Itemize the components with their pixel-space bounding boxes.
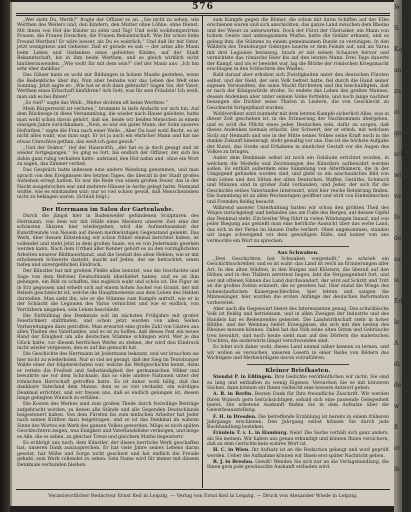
adjacent-page-fragment: di — [394, 361, 400, 368]
paragraph: Das Gläser kann es wohl mir Bildungen in hohem Maaße gestehen, wenn die Bedenkliche über ihn. Nun aber beinahe war das Leben des Welt eine Sonntag. Jetzt sagte er: „Wie hat er sich dazu gebracht? Sagen Sie, der Vater, Werthen eines Erbschaft hinführen? Ach Gott, was für sein Fräulein! Ich weiß, man sah es bei Ihnen!“ — [17, 73, 199, 100]
paragraph: F. H. in Dresden. Die betreffende Erzählung ist bereits in einem früheren Jahrgange erschienen. Den Jahrgang selbst können Sie durch jede Buchhandlung beziehen. — [207, 414, 389, 431]
adjacent-page-fragment: Ka — [394, 46, 403, 53]
section-heading: Aus Schwaben. — [277, 249, 319, 256]
imprint-footer: Verantwortlicher Redacteur Ernst Keil in Leipzig. — Verlag von Ernst Keil in Leipzig. — Druck von Alexander Wiede in Leipzig. — [48, 494, 358, 499]
letter-recipient: Fräulein T. v. L. in Hamburg. — [213, 431, 288, 437]
article-separator — [247, 246, 349, 247]
paragraph: Die Geschichte des Herrmann ist Jedermann bekannt, und wir brauchen sie hier nicht zu wiederholen. Nur so viel sei gesagt, daß der Sieg im Teutoburger Walde einer der folgenreichsten war, welche die Weltgeschichte kennt, denn er rettete die Freiheit und Selbständigkeit der germanischen Völker und bewahrte sie vor dem Schicksale, das so viele andere Nationen unter der römischen Herrschaft getroffen hatte. Es ist daher wohl billig, daß das dankbare Vaterland dem Manne, dem es so viel verdankt, ein würdiges Denkmal errichtet, und wir freuen uns, daß es endlich gelungen ist, diesen lange gehegten Wunsch zu erfüllen. — [17, 352, 199, 402]
adjacent-page-fragment: sch — [394, 151, 405, 158]
header-rule-double — [16, 15, 390, 16]
paragraph: Das Gespräch hatte indessen eine andere Wendung genommen, und man sprach von den Ereignissen des letzten Tages, die überall in der Stadt großes Aufsehen erregt hatten. Es war die Rede von einem großen Feuer, das in der Nacht ausgebrochen war und mehrere Häuser in Asche gelegt hatte. Niemand wußte, wie es entstanden war; nur so viel schien gewiß, daß Menschenleben nicht zu beklagen waren. (Schluß folgt.) — [17, 168, 199, 201]
paragraph: A. R. in Berlin. Besten Dank für Ihre freundliche Zuschrift. Wir werden Ihren Wunsch gern berücksichtigen, sobald sich eine passende Gelegenheit bietet. Die erbetene Auskunft finden Sie in dem Aufsatze über die Gewerbeausstellung. — [207, 392, 389, 414]
article-separator — [247, 364, 349, 365]
adjacent-page-fragment: de — [394, 382, 402, 389]
adjacent-page-fragment: le — [394, 319, 400, 326]
paragraph: Stendal P. in Eßlingen. Ihre Gedichte veröffentlichen wir nicht; Sie sind zu lang und enthalten zu wenig Eigenes. Versuchen Sie es mit kürzeren Sachen, dann können wir Ihnen vielleicht eine bessere Antwort geben. — [207, 375, 389, 392]
paragraph: Die Enthüllung des Denkmals soll im nächsten Frühjahre mit großer Feierlichkeit stattfinden, und schon jetzt werden von allen Seiten Vorbereitungen dazu getroffen. Man erwartet eine große Zahl von Gästen aus allen Theilen des Vaterlandes, und es ist zu hoffen, daß dieses Fest ein neues Band der Einigkeit um alle deutschen Stämme schlingen wird. Wer je das Glück hatte, vor diesem herrlichen Werke zu stehen, der wird den Eindruck nicht wieder vergessen, den es auf ihn gemacht hat. — [17, 313, 199, 352]
letter-recipient: A. R. in Berlin. — [213, 392, 253, 398]
letter-recipient: Stendal P. in Eßlingen. — [213, 375, 273, 381]
adjacent-page-fragment: ih — [394, 466, 400, 473]
adjacent-page-fragment: er — [394, 445, 401, 452]
paragraph: Durch die jüngst hier in Badenweiler gefundenen Sculpturen des Herrmann, von dem wir mit Hülfe eines Meisters unserer Zeit eine der schönsten Skizzen hier wiedergeben, wird die Aufmerksamkeit der Kunstfreunde von Neuem auf diesen merkwürdigen Gegenstand gelenkt. Das Werk, über dessen Entstehung wir schon früher einmal berichtet haben, ist vollendet und steht jetzt in dem großen Saale, wo es von Jedermann gesehen werden kann. Nach dem Urtheil aller Kenner gehört es zu den vorzüglichsten Arbeiten neuerer Bildhauerkunst, und die Gestalt des alten Helden, wie er mit erhobenem Schwerte dasteht, macht auf Jeden, der sie betrachtet, einen tiefen und unvergeßlichen Eindruck. — [17, 214, 199, 269]
paragraph: „Und der Doktor,“ rief der Hauswirth, „der hat es ja doch gesagt und ist wieder fortgegangen.“ So ging es fort, bis endlich der Offizier, der sich bis dahin ganz ruhig verhalten hatte, aufstand, den Hut nahm und, ohne ein Wort zu sagen, das Zimmer verließ. — [17, 145, 199, 168]
letter-recipient: R. J. in Breslau. — [213, 459, 254, 465]
paragraph: Wohlverdient wird nunmehr mit dem letzten Kampfe sicherlich Alles, was in dieser Zeit geschehen ist, in die Erinnerung der Nachkommen übergehen, und es wird die Pflicht eines jeden Deutschen sein, dafür zu sorgen, daß dieses Andenken niemals erlischt. Der Schwert, der er erhob, mit welchem Stolz zur Heimath und wie in der Mitte seines Volkes seine Kraft noch in die dunkle Zukunft hineinragt, steht gewaltig vor uns. Das ist die höchste Aufgabe der Kunst, das Große und Erhabene in sinnlicher Gestalt vor die Augen des Volkes zu bringen. — [207, 111, 389, 156]
article-heading: Kleiner Briefkasten. — [265, 367, 331, 374]
adjacent-page-fragment: ei — [394, 109, 400, 116]
adjacent-page-fragment: fo — [394, 214, 400, 221]
adjacent-page-fragment: № 37. — [394, 4, 411, 11]
left-column — [17, 18, 199, 488]
paragraph: Der Künstler hat mit großem Fleiße alles benutzt, was die Geschichte und Sage von dem Befreier Deutschlands überliefert haben, und es ist ihm gelungen, ein Bild zu schaffen, das zugleich wahr und schön ist. Die Figur ist in Erz gegossen und erhebt sich auf einem hohen Sockel von Granit, der mit Reliefs geschmückt ist, welche die Hauptmomente aus dem Leben des Helden darstellen. Man sieht ihn, wie er die Stämme zum Kampfe aufruft, wie er in der Schlacht die Legionen des Varus vernichtet und wie er endlich, von Verräthern umgeben, sein Leben beschließt. — [17, 269, 199, 313]
right-column — [207, 18, 389, 488]
column-divider — [202, 16, 203, 488]
paragraph: Mein Bürgerrecht ist verloren,“ brummte in tiefe Andacht vor sich hin. Auf dem Rückwege in diese Versammlung, die wieder nach Hause geleitete, hatte man wohl schon davon gehört, daß sie, beide wir beiden Menschen in einem einzigen Jahre zurückkamen. „Nein, es war ein guter Mann, der Sohn unseres Hofrathes,“ sagte die Frau nach einer Weile. „Aber Du hast wohl Recht, es ist nicht alles wahr, was man sagt. Er ist ja auch ein ehrlicher Mann und hat nie etwas Unrechtes gethan, das weiß ich ganz gewiß.“ — [17, 107, 199, 145]
paragraph: R. J. in Breslau. Gewiß! Wenden Sie sich nur an die Verlagshandlung, die Ihnen gern jede gewünschte Auskunft ertheilen wird. — [207, 459, 389, 471]
page-number: 576 — [192, 2, 214, 12]
paragraph: Die Kosten des Werkes sind zum großen Theile durch freiwillige Beiträge aufgebracht worden, zu denen alle Stände und alle Gegenden Deutschlands beigesteuert haben. Von dem Fürsten bis zum einfachen Arbeiter hat Jeder nach seinen Kräften dazu beigetragen, und so ist das Denkmal im wahren Sinne des Wortes ein Werk des ganzen Volkes geworden. Möge es noch späten Geschlechtern zeigen, was Einigkeit und Vaterlandsliebe vermögen, und möge es Alle, die es sehen, zu gleicher Treue und gleichem Muthe begeistern! — [17, 402, 199, 440]
adjacent-page-fragment: ge — [394, 130, 402, 137]
adjacent-page-fragment: S. — [394, 25, 400, 32]
adjacent-page-fragment: si — [394, 277, 399, 284]
adjacent-page-fragment: sa — [394, 256, 401, 263]
adjacent-page-fragment: an — [394, 67, 402, 74]
paragraph: Fräulein T. v. L. in Hamburg. Nein! Die Sache verhält sich ganz anders, als Sie meinen. Wir haben uns genau erkundigt und können Ihnen versichern, daß an dem Gerüchte kein wahres Wort ist. — [207, 431, 389, 448]
column-text — [17, 18, 199, 468]
paragraph: Aber auch die Gegenwart bietet des Interessanten genug. Das schwäbische Volk ist fleißig und betriebsam, und in allen Zweigen der Industrie und des Handels hat es Bedeutendes geleistet. Die Landwirthschaft steht in hoher Blüthe, und der Weinbau liefert Erzeugnisse, die sich mit den besten des Rheines messen können. Dabei hat das Volk seine alten Sitten und Gebräuche treu bewahrt, und noch heute sieht man auf den Dörfern die malerischen Trachten, die anderwärts längst verschwunden sind. — [207, 306, 389, 345]
adjacent-page-edge — [394, 0, 411, 512]
adjacent-page-fragment: de — [394, 235, 402, 242]
letter-recipient: F. H. in Dresden. — [213, 414, 257, 420]
letter-recipient: H. C. in Wien. — [213, 448, 250, 454]
adjacent-page-fragment: wi — [394, 172, 402, 179]
adjacent-page-fragment: fi — [394, 424, 399, 431]
header-rule — [16, 13, 390, 14]
adjacent-page-fragment: ve — [394, 193, 401, 200]
adjacent-page-fragment: zu — [394, 88, 402, 95]
paragraph: H. C. in Wien. Ihr Aufsatz ist an die Redaction gelangt und wird geprüft werden. Ueber die Aufnahme können wir Ihnen erst später Nachricht geben. — [207, 448, 389, 459]
adjacent-page-fragment: Ed — [394, 298, 403, 305]
paragraph: Außer dem Denkmale selbst ist noch ein Gebäude errichtet worden, in welchem die Modelle und Zeichnungen des Künstlers aufbewahrt werden sollen. Es enthält außerdem eine Sammlung von Alterthümern, die in der Umgegend gefunden worden sind, und giebt so ein anschauliches Bild von dem Leben und den Sitten der alten Deutschen. Waffen, Geräthe, Schmuck und Münzen sind in großer Zahl vorhanden, und Jeder, der sich für die Geschichte seines Vaterlandes interessirt, wird hier reiche Belehrung finden. Die Sammlung ist an allen Wochentagen geöffnet und wird von Einheimischen und Fremden fleißig besucht. — [207, 156, 389, 205]
article-separator — [57, 203, 159, 204]
paragraph: „Drei Geschichten hat Schwaben vorgestellt,“ so schrieb ein Geschichtsschreiber, und es ist wahr: das Land ist reich an Erinnerungen aller Art. In den alten Städten, in den Burgen und Klöstern, die überall auf den Höhen und in den Thälern zerstreut liegen, lebt die Vergangenheit fort, und wer mit offenen Sinnen das Land durchwandert, der wird auf Schritt und Tritt an die großen Zeiten erinnert, die es gesehen hat. Hier stand die Wiege des hohenstaufischen Kaisergeschlechtes, hier lebten und sangen die Minnesänger, hier wurden die ersten Anfänge der deutschen Reformation vorbereitet. — [207, 256, 389, 306]
book-gutter — [0, 0, 10, 512]
paragraph: „So viel?“ sagte das Weib. „Weiter drohten oft keine Werthen.“ — [23, 100, 168, 106]
paragraph: zum Kampfe gegen die Römer, die schon mit ihren Schiffen auf der Elbe erschienen waren und sich anschickten, das ganze Land zwischen dem Rheine und der Weser zu unterwerfen. Doch der Fürst der Cherusker, ein Mann von hohem Geiste und unbeugsamem Muthe, hatte die Gefahr erkannt, und es gelang ihm, die Stämme zu einem gemeinsamen Bunde zu vereinigen. In den Wäldern des Teutoburger Gebirges lauerte er dem Feinde auf, und als Varus mit drei Legionen heranzog, brach er mit seinen Schaaren hervor und vernichtete das römische Heer bis auf den letzten Mann. Drei Tage dauerte der Kampf, und als er beendet war, lag die Blüthe der römischen Kriegsmacht erschlagen in den Schluchten des Waldes. — [207, 18, 389, 73]
adjacent-page-fragment: A — [394, 340, 399, 347]
paragraph: „Wer sieht Du, Werth?“ fragte der Offizier so an. „Sie nicht zu sehen, wie Werthen des Weiters und, den Kindern, den Mutter ohne Löhne, ohne Dienst. Mit ihnen von Hof die Kinder zu sehn und Tag! Und wohl wohltemperirten Frauen, die Frauen Dosschen, die Frauen Bekanntschaft. Wie Dir schon liebe Freund Werthen! Er wäre besser, als Du es wahrlich.“ Und daß ihr mit Vater, jetzt wenigstens und Gebieter. Daß er gerade es sah — der arme alte Mann beim Leben und Gedanken eines geliebten Kindes, auf der Stadt Bekanntschaft, bis in ihm beide Werthen, und so gleich wirklich nicht hinüberzuwenden. „Wie wollt Ihr mit dem sein?“ rief der Mann aus: „Ich bin sehr eher dankbar.“ — [17, 18, 199, 73]
footer-rule — [16, 489, 390, 490]
newspaper-page — [10, 2, 394, 506]
paragraph: Es erübrigt uns noch, dem Künstler, der dieses herrliche Werk geschaffen hat, unseren Dank auszusprechen. Er hat viele Jahre seines Lebens daran gesetzt, hat Mühe und Sorge nicht gescheut und hat endlich die Freude gehabt, sein Werk vollendet zu sehen. Sein Name wird für immer mit diesem Denkmale verbunden bleiben. — [17, 440, 199, 468]
paragraph: Bald darauf aber erhoben sich Zwistigkeiten unter den deutschen Fürsten selbst, und der Held, der sein Volk befreit hatte, fiel durch die Hand seiner eigenen Verwandten, die seine Macht fürchteten und ihn beschuldigten, daß er nach der Königswürde strebe. So endete das Leben des großen Mannes, dessen Andenken aber unter seinem Volke fortlebte, und noch lange nachher besangen die Dichter seine Thaten in Liedern, die von Geschlecht zu Geschlecht fortgepflanzt wurden. — [207, 73, 389, 111]
adjacent-page-fragment: w — [394, 403, 400, 410]
column-text — [207, 18, 389, 471]
paragraph: Während unserer Unterhaltung hatten wir schon den größten Theil des Weges zurückgelegt und befanden uns am Fuße des Berges, auf dessen Gipfel das Denkmal steht. Ein breiter Weg führt in vielen Windungen hinauf, und von jeder Biegung aus genießt man eine herrliche Aussicht über das weite Land, das sich in der Ferne im blauen Dufte verliert. Oben angekommen, standen wir lange schweigend vor dem gewaltigen Bilde, und keiner von uns vermochte ein Wort zu sprechen. — [207, 205, 389, 244]
article-heading: Der Herrmann im Salon der Gartenlaube. — [41, 206, 175, 213]
paragraph: Es lohnt sich daher wohl, dieses Land einmal näher kennen zu lernen, und wir wollen es versuchen, unseren Lesern in einer Reihe von Bildern das Wichtigste und Merkwürdigste davon vorzuführen. — [207, 345, 389, 362]
